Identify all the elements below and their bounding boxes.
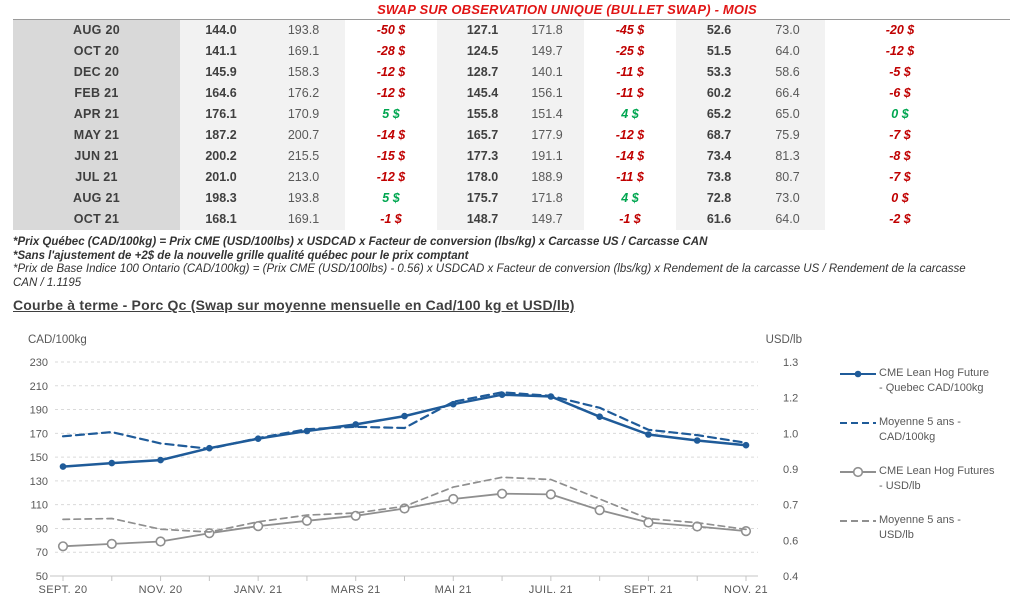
cell-avg5-usd: 80.7: [750, 167, 825, 188]
cell-month: APR 21: [13, 104, 180, 125]
cell-avg5-usd: 73.0: [750, 20, 825, 42]
cell-avg5-cad: 169.1: [262, 41, 345, 62]
series-cme-lean-hog-future-quebec-cad-100kg-marker: [743, 442, 750, 449]
cell-swap-on: 4 $: [584, 104, 676, 125]
chart-title: Courbe à terme - Porc Qc (Swap sur moyenne mensuelle en Cad/100 kg et USD/lb): [13, 297, 575, 313]
table-row: [13, 83, 1010, 104]
cell-month: JUL 21: [13, 167, 180, 188]
cell-price-usd: 73.8: [676, 167, 750, 188]
table-row: [13, 62, 1010, 83]
cell-price-usd: 53.3: [676, 62, 750, 83]
left-axis-tick-label: 210: [29, 380, 48, 393]
cell-swap-on: -1 $: [584, 209, 676, 230]
cell-avg5-on: 188.9: [510, 167, 584, 188]
right-axis-tick-label: 0.7: [783, 499, 799, 512]
left-axis-tick-label: 110: [30, 499, 48, 512]
legend-swatch-dashed-line-icon: [840, 416, 876, 434]
cell-swap-cad: -15 $: [345, 146, 437, 167]
swap-table: [13, 19, 1010, 230]
legend-swatch-dashed-line-icon: [840, 514, 876, 532]
cell-avg5-on: 177.9: [510, 125, 584, 146]
cell-avg5-on: 140.1: [510, 62, 584, 83]
series-cme-lean-hog-futures-usd-lb-line: [63, 494, 746, 547]
table-row: [13, 188, 1010, 209]
cell-price-cad: 144.0: [180, 20, 262, 42]
cell-price-on: 127.1: [437, 20, 510, 42]
cell-price-usd: 60.2: [676, 83, 750, 104]
series-cme-lean-hog-futures-usd-lb-marker: [449, 495, 458, 504]
legend-swatch-line-marker-icon: [840, 367, 876, 385]
legend-item: [840, 464, 995, 493]
cell-price-cad: 187.2: [180, 125, 262, 146]
x-axis-tick-label: JUIL. 21: [528, 584, 573, 596]
cell-avg5-cad: 169.1: [262, 209, 345, 230]
cell-avg5-usd: 66.4: [750, 83, 825, 104]
cell-avg5-cad: 193.8: [262, 20, 345, 42]
swap-table-body: [13, 20, 1010, 231]
cell-swap-usd: 0 $: [825, 104, 1010, 125]
cell-swap-usd: -8 $: [825, 146, 1010, 167]
cell-price-cad: 164.6: [180, 83, 262, 104]
cell-price-on: 175.7: [437, 188, 510, 209]
right-axis-tick-label: 0.9: [783, 464, 799, 476]
left-axis-tick-label: 190: [29, 404, 48, 417]
cell-avg5-cad: 176.2: [262, 83, 345, 104]
series-cme-lean-hog-future-quebec-cad-100kg-marker: [60, 463, 67, 470]
series-cme-lean-hog-future-quebec-cad-100kg-marker: [401, 413, 408, 420]
table-row: [13, 41, 1010, 62]
cell-swap-usd: -7 $: [825, 167, 1010, 188]
cell-swap-cad: -12 $: [345, 83, 437, 104]
right-axis-title: USD/lb: [765, 334, 802, 346]
cell-swap-usd: -6 $: [825, 83, 1010, 104]
cell-swap-on: -25 $: [584, 41, 676, 62]
right-axis-tick-label: 1.3: [783, 357, 799, 369]
series-cme-lean-hog-future-quebec-cad-100kg-marker: [108, 460, 115, 467]
cell-price-cad: 145.9: [180, 62, 262, 83]
series-cme-lean-hog-future-quebec-cad-100kg-marker: [596, 413, 603, 420]
series-cme-lean-hog-futures-usd-lb-marker: [595, 506, 604, 515]
cell-avg5-cad: 200.7: [262, 125, 345, 146]
cell-avg5-cad: 158.3: [262, 62, 345, 83]
left-axis-tick-label: 150: [29, 452, 48, 465]
cell-month: MAY 21: [13, 125, 180, 146]
footnote-1: *Prix Québec (CAD/100kg) = Prix CME (USD/100lbs) x USDCAD x Facteur de conversion (lbs/kg) x Carcasse US / Carcasse CAN: [13, 236, 708, 248]
left-axis-tick-label: 230: [29, 357, 48, 369]
cell-swap-cad: -14 $: [345, 125, 437, 146]
cell-month: FEB 21: [13, 83, 180, 104]
cell-month: AUG 20: [13, 20, 180, 42]
cell-swap-on: -45 $: [584, 20, 676, 42]
series-cme-lean-hog-futures-usd-lb-marker: [498, 489, 507, 498]
cell-avg5-cad: 215.5: [262, 146, 345, 167]
cell-swap-on: -11 $: [584, 83, 676, 104]
cell-month: OCT 21: [13, 209, 180, 230]
table-row: [13, 209, 1010, 230]
cell-price-cad: 141.1: [180, 41, 262, 62]
right-axis-tick-label: 0.6: [783, 535, 799, 548]
cell-swap-usd: -7 $: [825, 125, 1010, 146]
series-cme-lean-hog-future-quebec-cad-100kg-marker: [157, 457, 164, 464]
cell-price-usd: 52.6: [676, 20, 750, 42]
right-axis-tick-label: 1.2: [783, 392, 799, 405]
cell-avg5-on: 191.1: [510, 146, 584, 167]
cell-swap-on: -14 $: [584, 146, 676, 167]
cell-avg5-on: 171.8: [510, 20, 584, 42]
cell-price-usd: 72.8: [676, 188, 750, 209]
left-axis-tick-label: 70: [35, 547, 48, 560]
legend-label: CME Lean Hog Future - Quebec CAD/100kg: [879, 367, 990, 394]
cell-swap-usd: 0 $: [825, 188, 1010, 209]
series-moyenne-5-ans-cad-100kg-line: [63, 392, 746, 449]
table-row: [13, 146, 1010, 167]
cell-avg5-usd: 64.0: [750, 209, 825, 230]
legend-item: [840, 415, 995, 444]
legend-label: CME Lean Hog Futures - USD/lb: [879, 465, 995, 492]
cell-price-cad: 201.0: [180, 167, 262, 188]
cell-price-cad: 198.3: [180, 188, 262, 209]
cell-price-usd: 68.7: [676, 125, 750, 146]
cell-swap-cad: 5 $: [345, 104, 437, 125]
series-cme-lean-hog-future-quebec-cad-100kg-line: [63, 395, 746, 467]
series-cme-lean-hog-future-quebec-cad-100kg-marker: [645, 431, 652, 438]
x-axis-tick-label: MAI 21: [434, 584, 472, 596]
cell-swap-cad: -1 $: [345, 209, 437, 230]
cell-avg5-usd: 65.0: [750, 104, 825, 125]
cell-price-on: 165.7: [437, 125, 510, 146]
cell-swap-on: -11 $: [584, 62, 676, 83]
cell-avg5-on: 151.4: [510, 104, 584, 125]
cell-price-usd: 51.5: [676, 41, 750, 62]
x-axis-tick-label: NOV. 20: [138, 584, 183, 596]
series-cme-lean-hog-futures-usd-lb-marker: [59, 542, 68, 551]
cell-avg5-usd: 81.3: [750, 146, 825, 167]
cell-price-on: 148.7: [437, 209, 510, 230]
cell-price-on: 145.4: [437, 83, 510, 104]
left-axis-tick-label: 90: [35, 523, 48, 536]
cell-avg5-on: 171.8: [510, 188, 584, 209]
cell-swap-on: 4 $: [584, 188, 676, 209]
series-cme-lean-hog-future-quebec-cad-100kg-marker: [694, 437, 701, 444]
footnote-3: *Prix de Base Indice 100 Ontario (CAD/100kg) = (Prix CME (USD/100lbs) - 0.56) x USDCAD x Facteur de conversion (lbs/kg) x Rendement de la carcasse US / Rendement de la carcasse CAN / 1.1195: [13, 263, 966, 289]
cell-swap-cad: -50 $: [345, 20, 437, 42]
left-axis-title: CAD/100kg: [28, 334, 87, 346]
cell-avg5-on: 156.1: [510, 83, 584, 104]
cell-avg5-on: 149.7: [510, 209, 584, 230]
series-cme-lean-hog-futures-usd-lb-marker: [205, 529, 214, 538]
cell-month: OCT 20: [13, 41, 180, 62]
table-row: [13, 104, 1010, 125]
cell-swap-usd: -2 $: [825, 209, 1010, 230]
x-axis-tick-label: SEPT. 20: [38, 584, 88, 596]
cell-swap-on: -12 $: [584, 125, 676, 146]
cell-swap-usd: -12 $: [825, 41, 1010, 62]
series-cme-lean-hog-futures-usd-lb-marker: [644, 518, 653, 527]
legend-swatch-line-marker-icon: [840, 465, 876, 483]
legend-label: Moyenne 5 ans - CAD/100kg: [879, 416, 961, 443]
report-title: SWAP SUR OBSERVATION UNIQUE (BULLET SWAP) - MOIS: [377, 2, 757, 17]
legend-item: [840, 366, 995, 395]
cell-month: AUG 21: [13, 188, 180, 209]
cell-swap-cad: -28 $: [345, 41, 437, 62]
cell-avg5-usd: 75.9: [750, 125, 825, 146]
cell-swap-cad: -12 $: [345, 62, 437, 83]
cell-month: DEC 20: [13, 62, 180, 83]
cell-price-on: 177.3: [437, 146, 510, 167]
cell-price-usd: 65.2: [676, 104, 750, 125]
cell-swap-cad: 5 $: [345, 188, 437, 209]
series-cme-lean-hog-futures-usd-lb-marker: [742, 527, 751, 536]
x-axis-tick-label: NOV. 21: [724, 584, 768, 596]
cell-swap-on: -11 $: [584, 167, 676, 188]
cell-price-on: 124.5: [437, 41, 510, 62]
cell-price-cad: 200.2: [180, 146, 262, 167]
right-axis-tick-label: 1.0: [783, 428, 799, 441]
cell-price-usd: 61.6: [676, 209, 750, 230]
legend-label: Moyenne 5 ans - USD/lb: [879, 514, 961, 541]
cell-month: JUN 21: [13, 146, 180, 167]
series-cme-lean-hog-futures-usd-lb-marker: [156, 537, 165, 546]
left-axis-tick-label: 50: [35, 571, 48, 583]
legend-item: [840, 513, 995, 542]
series-cme-lean-hog-futures-usd-lb-marker: [303, 517, 312, 526]
series-cme-lean-hog-futures-usd-lb-marker: [547, 490, 556, 499]
cell-avg5-cad: 170.9: [262, 104, 345, 125]
table-row: [13, 20, 1010, 42]
cell-price-cad: 176.1: [180, 104, 262, 125]
cell-avg5-cad: 193.8: [262, 188, 345, 209]
cell-swap-usd: -20 $: [825, 20, 1010, 42]
table-row: [13, 125, 1010, 146]
cell-price-on: 128.7: [437, 62, 510, 83]
cell-avg5-on: 149.7: [510, 41, 584, 62]
cell-swap-usd: -5 $: [825, 62, 1010, 83]
series-cme-lean-hog-futures-usd-lb-marker: [254, 522, 263, 531]
cell-swap-cad: -12 $: [345, 167, 437, 188]
footnotes: [13, 236, 993, 290]
right-axis-tick-label: 0.4: [783, 571, 799, 583]
cell-price-on: 178.0: [437, 167, 510, 188]
left-axis-tick-label: 170: [29, 428, 48, 441]
cell-avg5-usd: 73.0: [750, 188, 825, 209]
cell-avg5-cad: 213.0: [262, 167, 345, 188]
cell-price-usd: 73.4: [676, 146, 750, 167]
cell-avg5-usd: 64.0: [750, 41, 825, 62]
futures-chart: [0, 325, 1024, 602]
footnote-2: *Sans l'ajustement de +2$ de la nouvelle grille qualité québec pour le prix comptant: [13, 249, 469, 262]
x-axis-tick-label: SEPT. 21: [623, 584, 673, 596]
left-axis-tick-label: 130: [29, 475, 48, 488]
x-axis-tick-label: JANV. 21: [233, 584, 283, 596]
cell-price-cad: 168.1: [180, 209, 262, 230]
x-axis-tick-label: MARS 21: [330, 584, 381, 596]
cell-price-on: 155.8: [437, 104, 510, 125]
cell-avg5-usd: 58.6: [750, 62, 825, 83]
table-row: [13, 167, 1010, 188]
series-cme-lean-hog-futures-usd-lb-marker: [107, 540, 116, 549]
